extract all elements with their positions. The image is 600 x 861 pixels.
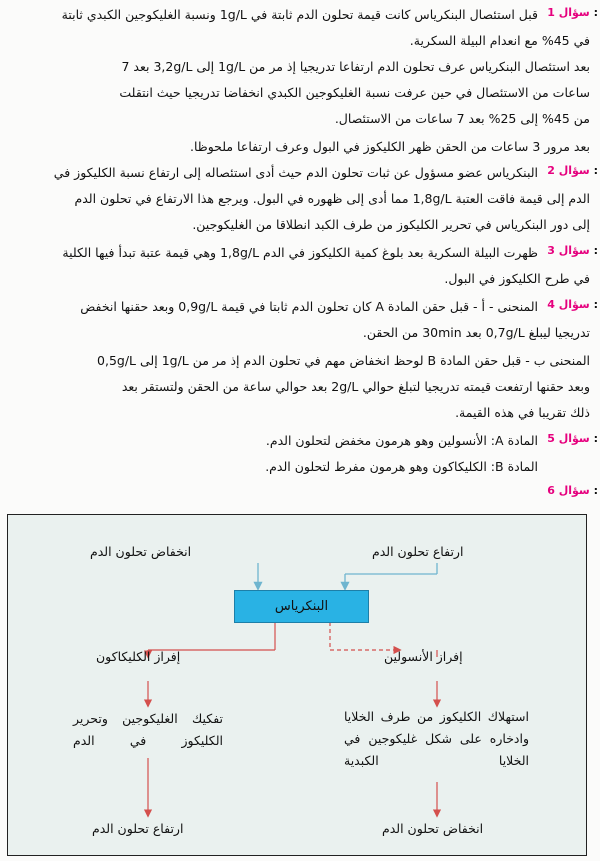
pancreas-box: البنكرياس (234, 590, 369, 623)
answer-line: الدم إلى قيمة فاقت العتبة 1,8g/L مما أدى إلى ظهوره في البول. ويرجع هذا الارتفاع في تحلون الدم (74, 191, 590, 206)
glucagon-secretion-label: إفراز الكليكاكون (96, 649, 181, 664)
insulin-effect-text: استهلاك الكليكوز من طرف الخلايا وادخاره على شكل غليكوجين في الخلايا الكبدية (344, 709, 529, 768)
answer-line: ساعات من الاستئصال في حين عرفت نسبة الغليكوجين الكبدي انخفاضا تدريجيا حيث انتقلت (119, 85, 590, 100)
answer-line: وبعد حقنها ارتفعت قيمته تدريجيا لتبلغ حوالي 2g/L بعد حوالي ساعة من الحقن ولتستقر بعد (121, 379, 590, 394)
answer-line: بعد استئصال البنكرياس عرف تحلون الدم ارتفاعا تدريجيا إذ مر من 1g/L إلى 3,2g/L بعد 7 (121, 59, 590, 74)
bottom-right-label: انخفاض تحلون الدم (382, 821, 484, 836)
answer-line: بعد مرور 3 ساعات من الحقن ظهر الكليكوز في البول وعرف ارتفاعا ملحوظا. (189, 139, 590, 154)
answer-line: إلى دور البنكرياس في تحرير الكليكوز من طرف الكبد انطلاقا من الغليكوجين. (192, 217, 590, 232)
question-label-3: سؤال 3 : (547, 244, 598, 257)
answer-line: المادة A: الأنسولين وهو هرمون مخفض لتحلون الدم. (265, 433, 538, 448)
insulin-secretion-label: إفراز الأنسولين (384, 649, 463, 664)
answer-line: المنحنى ب - قبل حقن المادة B لوحظ انخفاض مهم في تحلون الدم إذ مر من 1g/L إلى 0,5g/L (97, 353, 590, 368)
bottom-left-label: ارتفاع تحلون الدم (92, 821, 184, 836)
answer-line: في 45% مع انعدام البيلة السكرية. (409, 33, 590, 48)
question-label-4: سؤال 4 : (547, 298, 598, 311)
answer-line: المادة B: الكليكاكون وهو هرمون مفرط لتحلون الدم. (265, 459, 538, 474)
answer-line: المنحنى - أ - قبل حقن المادة A كان تحلون الدم ثابتا في قيمة 0,9g/L وبعد حقنها انخفض (80, 299, 538, 314)
question-label-6: سؤال 6 : (547, 484, 598, 497)
question-label-1: سؤال 1 : (547, 6, 598, 19)
answer-line: قبل استئصال البنكرياس كانت قيمة تحلون الدم ثابتة في 1g/L ونسبة الغليكوجين الكبدي ثابتة (61, 7, 538, 22)
answer-line: ذلك تقريبا في هذه القيمة. (455, 405, 590, 420)
top-left-label: انخفاض تحلون الدم (90, 544, 192, 559)
answer-line: في طرح الكليكوز في البول. (444, 271, 590, 286)
question-label-2: سؤال 2 : (547, 164, 598, 177)
top-right-label: ارتفاع تحلون الدم (372, 544, 464, 559)
answer-line: ظهرت البيلة السكرية بعد بلوغ كمية الكليكوز في الدم 1,8g/L وهي قيمة عتبة تبدأ فيها الكلية (62, 245, 538, 260)
answer-line: البنكرياس عضو مسؤول عن ثبات تحلون الدم حيث أدى استئصاله إلى ارتفاع نسبة الكليكوز في (53, 165, 538, 180)
answer-line: تدريجيا ليبلغ 0,7g/L بعد 30min من الحقن. (362, 325, 590, 340)
glucagon-effect-text: تفكيك الغليكوجين وتحرير الكليكوز في الدم (73, 711, 223, 748)
answer-line: من 45% إلى 25% بعد 7 ساعات من الاستئصال. (334, 111, 590, 126)
question-label-5: سؤال 5 : (547, 432, 598, 445)
